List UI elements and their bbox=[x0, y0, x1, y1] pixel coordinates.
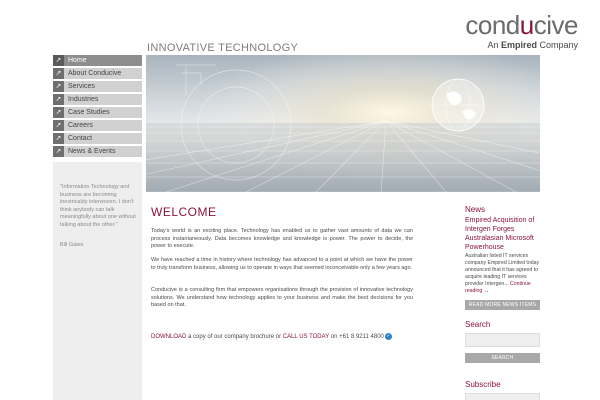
arrow-icon: ➚ bbox=[53, 107, 64, 118]
history-paragraph: We have reached a time in history where technology has advanced to a point at which we have the power to truly transform business, allowing us to operate in ways that seemed inconceivable only a few years ago. bbox=[151, 257, 413, 271]
search-button[interactable]: SEARCH bbox=[465, 353, 540, 363]
arrow-icon: ➚ bbox=[53, 146, 64, 157]
intro-paragraph: Today's world is an exciting place. Technology has enabled us to gather vast amounts of data we can process instantaneously. Data becomes knowledge and knowledge is power. The power to decide, the power to execute. bbox=[151, 228, 413, 250]
main-nav bbox=[53, 55, 142, 159]
call-to-action: DOWNLOAD a copy of our company brochure or CALL US TODAY on +61 8 9211 4800 ✓ bbox=[151, 333, 391, 341]
nav-item-case-studies[interactable]: ➚ Case Studies bbox=[53, 107, 142, 118]
news-heading: News bbox=[465, 205, 486, 214]
arrow-icon: ➚ bbox=[53, 120, 64, 131]
nav-item-careers[interactable]: ➚ Careers bbox=[53, 120, 142, 131]
phone-number: on +61 8 9211 4800 bbox=[329, 334, 384, 341]
section-title: INNOVATIVE TECHNOLOGY bbox=[147, 42, 299, 54]
nav-item-home[interactable]: ➚ Home bbox=[53, 55, 142, 66]
logo-wordmark: conducive bbox=[465, 10, 578, 40]
arrow-icon: ➚ bbox=[53, 55, 64, 66]
nav-item-services[interactable]: ➚ Services bbox=[53, 81, 142, 92]
quote-author: Bill Gates bbox=[60, 242, 84, 248]
call-us-link[interactable]: CALL US TODAY bbox=[282, 334, 330, 341]
nav-item-news-events[interactable]: ➚ News & Events bbox=[53, 146, 142, 157]
quote-text: "Information Technology and business are becoming inextricably interwoven. I don't think anybody can talk meaningfully about one without talking about the other." bbox=[60, 184, 136, 228]
subscribe-input[interactable] bbox=[465, 393, 540, 400]
phone-icon[interactable]: ✓ bbox=[386, 333, 391, 339]
search-heading: Search bbox=[465, 320, 491, 329]
hero-banner bbox=[146, 55, 540, 192]
page-title: WELCOME bbox=[151, 205, 217, 219]
nav-item-contact[interactable]: ➚ Contact bbox=[53, 133, 142, 144]
subscribe-heading: Subscribe bbox=[465, 380, 501, 389]
search-input[interactable] bbox=[465, 333, 540, 347]
company-logo[interactable] bbox=[428, 10, 578, 51]
arrow-icon: ➚ bbox=[53, 68, 64, 79]
read-more-news-button[interactable]: READ MORE NEWS ITEMS bbox=[465, 300, 540, 310]
news-heading-wrap bbox=[465, 205, 540, 214]
about-paragraph: Conducive is a consulting firm that empowers organisations through the provision of innovative technology solutions. We understand how technology applies to your business and make the best decisions for you based on that. bbox=[151, 287, 413, 309]
hero-artwork bbox=[146, 55, 540, 192]
arrow-icon: ➚ bbox=[53, 94, 64, 105]
logo-tagline: An Empired Company bbox=[487, 40, 578, 50]
arrow-icon: ➚ bbox=[53, 81, 64, 92]
arrow-icon: ➚ bbox=[53, 133, 64, 144]
globe-icon bbox=[432, 79, 484, 131]
continue-reading-link[interactable]: Continue reading → bbox=[465, 281, 531, 294]
news-headline-link[interactable]: Empired Acquisition of Intergen Forges Australasian Microsoft Powerhouse bbox=[465, 217, 535, 251]
news-summary: Australian listed IT services company Empired Limited today announced that it has agreed to acquire leading IT services provider Intergen... Continue reading → bbox=[465, 253, 540, 294]
download-link[interactable]: DOWNLOAD bbox=[151, 334, 187, 341]
nav-item-industries[interactable]: ➚ Industries bbox=[53, 94, 142, 105]
nav-item-about[interactable]: ➚ About Conducive bbox=[53, 68, 142, 79]
